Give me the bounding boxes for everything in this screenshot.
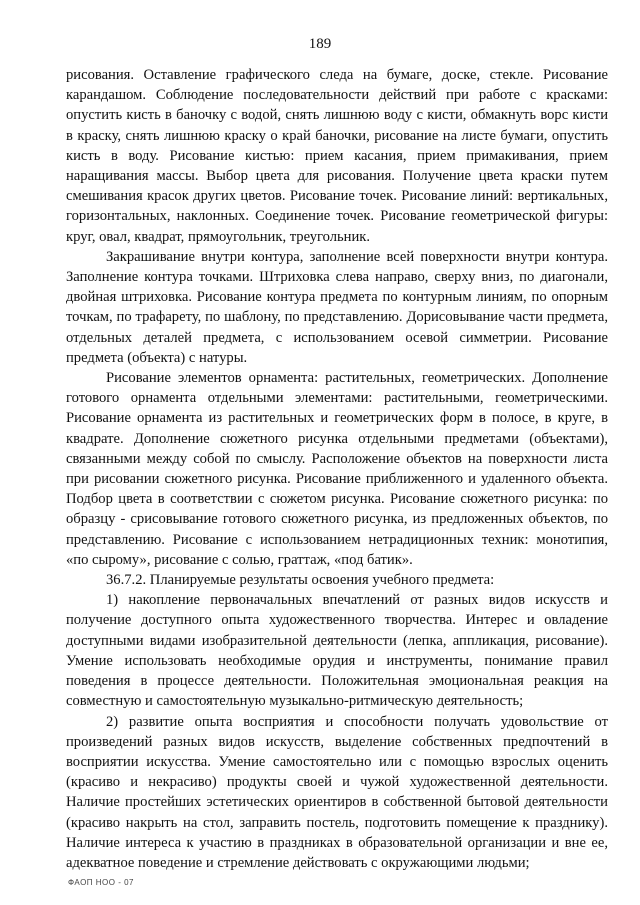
paragraph-drawing-techniques: рисования. Оставление графического следа на бумаге, доске, стекле. Рисование карандашом. Соблюдение последовательности действий при работе с красками: опустить кисть в баночку с водой, снять лишнюю воду с кисти, обмакнуть ворс кисти в краску, снять лишнюю краску о край баночки, рисование на листе бумаги, опустить кисть в воду. Рисование кистью: прием касания, прием примакивания, прием наращивания массы. Выбор цвета для рисования. Получение цвета краски путем смешивания красок других цветов. Рисование точек. Рисование линий: вертикальных, горизонтальных, наклонных. Соединение точек. Рисование геометрической фигуры: круг, овал, квадрат, прямоугольник, треугольник. — [66, 67, 608, 245]
paragraph-result-2: 2) развитие опыта восприятия и способности получать удовольствие от произведений разных видов искусств, выделение собственных предпочтений в восприятии искусства. Умение самостоятельно или с помощью взрослых оценить (красиво и некрасиво) продукты своей и чужой художественной деятельности. Наличие простейших эстетических ориентиров в собственной бытовой деятельности (красиво накрыть на стол, заправить постель, подготовить помещение к празднику). Наличие интереса к участию в праздниках в образовательной организации и вне ее, адекватное поведение и стремление действовать с окружающими людьми; — [66, 713, 608, 871]
footer-document-code: ФАОП НОО - 07 — [68, 878, 134, 887]
paragraph-contour-filling: Закрашивание внутри контура, заполнение всей поверхности внутри контура. Заполнение контура точками. Штриховка слева направо, сверху вниз, по диагонали, двойная штриховка. Рисование контура предмета по контурным линиям, по опорным точкам, по трафарету, по шаблону, по представлению. Дорисовывание части предмета, отдельных деталей предмета, с использованием осевой симметрии. Рисование предмета (объекта) с натуры. — [66, 248, 608, 366]
paragraph-result-1: 1) накопление первоначальных впечатлений от разных видов искусств и получение доступного опыта художественного творчества. Интерес и овладение доступными видами изобразительной деятельности (лепка, аппликация, рисование). Умение использовать необходимые орудия и инструменты, понимание правил поведения в процессе деятельности. Положительная эмоциональная реакция на совместную и самостоятельную музыкально-ритмическую деятельность; — [66, 592, 608, 710]
paragraph-ornament-drawing: Рисование элементов орнамента: растительных, геометрических. Дополнение готового орнамента отдельными элементами: растительными, геометрическими. Рисование орнамента из растительных и геометрических форм в полосе, в круге, в квадрате. Дополнение сюжетного рисунка отдельными предметами (объектами), связанными между собой по смыслу. Расположение объектов на поверхности листа при рисовании сюжетного рисунка. Рисование приближенного и удаленного объекта. Подбор цвета в соответствии с сюжетом рисунка. Рисование сюжетного рисунка: по образцу - срисовывание готового сюжетного рисунка, из предложенных объектов, по представлению. Рисование с использованием нетрадиционных техник: монотипия, «по сырому», рисование с солью, граттаж, «под батик». — [66, 370, 608, 568]
text-body — [66, 65, 608, 873]
section-heading-planned-results: 36.7.2. Планируемые результаты освоения учебного предмета: — [106, 572, 495, 589]
page-number: 189 — [308, 36, 332, 52]
